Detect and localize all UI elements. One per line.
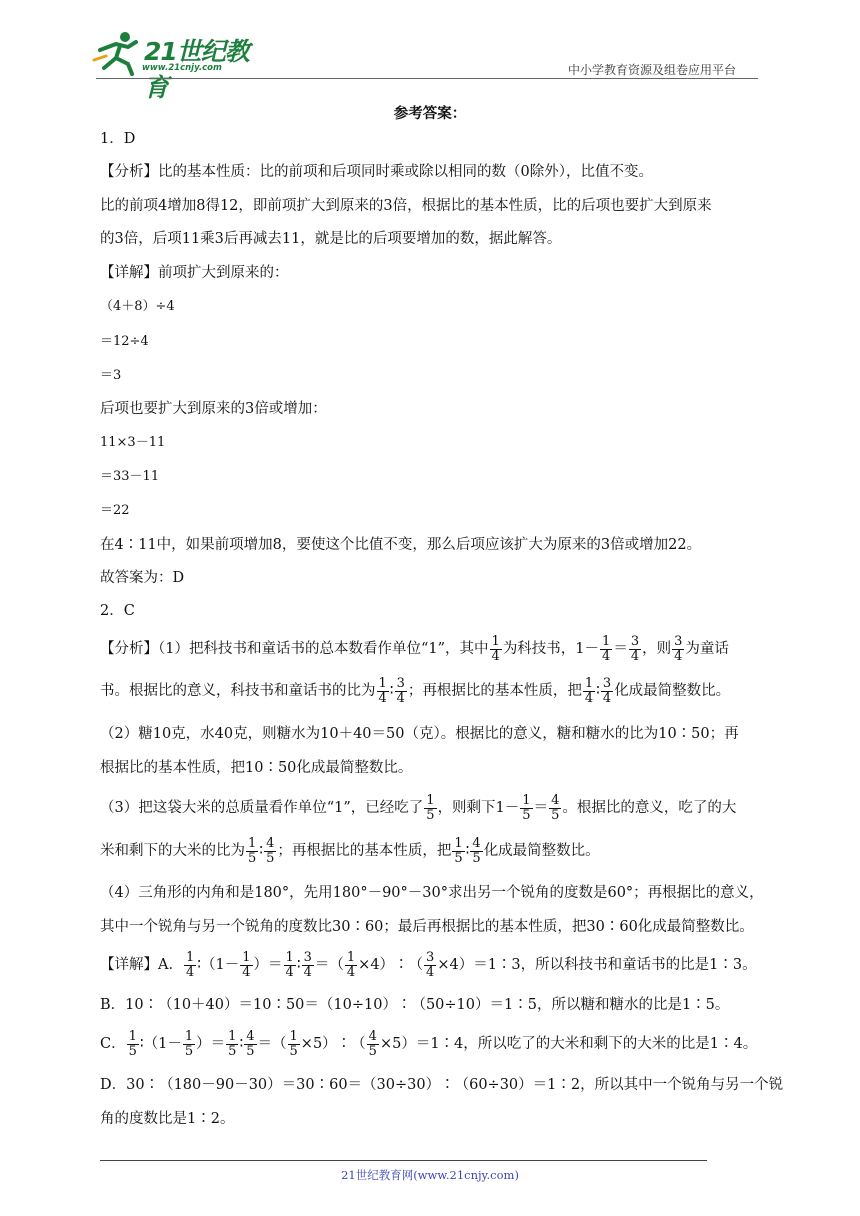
denominator: 4 bbox=[602, 648, 611, 664]
fraction bbox=[601, 677, 613, 706]
fraction bbox=[244, 1030, 256, 1059]
text-span: ∶ bbox=[259, 843, 264, 859]
fraction bbox=[183, 1030, 195, 1059]
text-span: ×5）∶（ bbox=[300, 1036, 366, 1052]
numerator: 3 bbox=[602, 675, 612, 691]
text-span: 【分析】（1）把科技书和童话书的总本数看作单位“1”，其中 bbox=[100, 641, 489, 657]
numerator: 3 bbox=[303, 949, 312, 965]
denominator: 4 bbox=[630, 648, 640, 664]
q1-conclusion: 在4∶11中，如果前项增加8，要使这个比值不变，那么后项应该扩大为原来的3倍或增加22。 bbox=[100, 537, 702, 553]
numerator: 3 bbox=[426, 949, 435, 965]
q1-calc-1: （4＋8）÷4 bbox=[100, 299, 175, 314]
numerator: 1 bbox=[584, 675, 594, 691]
q1-calc-6: ＝22 bbox=[100, 503, 130, 518]
text-span: ＝ bbox=[613, 641, 628, 657]
denominator: 5 bbox=[128, 1043, 137, 1059]
q2-analysis-part4-line1: （4）三角形的内角和是180°，先用180°－90°－30°求出另一个锐角的度数是60°；再根据比的意义， bbox=[100, 885, 764, 901]
text-span: 化成最简整数比。 bbox=[483, 843, 600, 859]
q2-analysis-part2-line1: （2）糖10克，水40克，则糖水为10＋40＝50（克）。根据比的意义，糖和糖水的比为10∶50；再 bbox=[100, 726, 739, 742]
denominator: 4 bbox=[378, 690, 387, 706]
numerator: 1 bbox=[184, 1028, 194, 1044]
q1-calc-3: ＝3 bbox=[100, 368, 122, 383]
text-span: ）＝ bbox=[196, 1036, 226, 1052]
text-span: ×4）＝1∶3，所以科技书和童话书的比是1∶3。 bbox=[437, 957, 757, 973]
denominator: 5 bbox=[248, 850, 257, 866]
denominator: 5 bbox=[454, 850, 463, 866]
q1-answer: 1．D bbox=[100, 131, 136, 147]
text-span: ∶ bbox=[239, 1036, 244, 1052]
denominator: 5 bbox=[368, 1043, 377, 1059]
denominator: 5 bbox=[246, 1043, 255, 1059]
denominator: 5 bbox=[289, 1043, 298, 1059]
text-span: ＝（ bbox=[314, 957, 344, 973]
q2-detail-d-line2: 角的度数比是1∶2。 bbox=[100, 1111, 235, 1127]
denominator: 4 bbox=[285, 964, 294, 980]
text-span: 为童话 bbox=[685, 641, 729, 657]
q2-detail-d-line1: D．30∶（180－90－30）＝30∶60＝（30÷30）∶（60÷30）＝1∶2，所以其中一个锐角与另一个锐 bbox=[100, 1077, 784, 1093]
text-span: 【详解】A． bbox=[100, 957, 183, 973]
numerator: 1 bbox=[248, 835, 257, 851]
text-span: 化成最简整数比。 bbox=[614, 683, 731, 699]
numerator: 1 bbox=[426, 792, 435, 808]
text-span: ，则剩下1－ bbox=[437, 800, 520, 816]
numerator: 1 bbox=[228, 1028, 237, 1044]
page-header bbox=[0, 0, 860, 102]
denominator: 4 bbox=[602, 690, 612, 706]
denominator: 5 bbox=[551, 807, 560, 823]
numerator: 1 bbox=[378, 675, 387, 691]
fraction bbox=[424, 794, 436, 823]
denominator: 4 bbox=[491, 648, 500, 664]
fraction bbox=[288, 1030, 300, 1059]
fraction bbox=[672, 635, 684, 664]
fraction bbox=[600, 635, 612, 664]
numerator: 1 bbox=[491, 633, 500, 649]
fraction bbox=[302, 951, 314, 980]
q1-mid-text: 后项也要扩大到原来的3倍或增加： bbox=[100, 401, 327, 417]
text-span: （3）把这袋大米的总质量看作单位“1”，已经吃了 bbox=[100, 800, 424, 816]
text-span: ∶ bbox=[389, 683, 394, 699]
denominator: 4 bbox=[426, 964, 435, 980]
fraction bbox=[226, 1030, 238, 1059]
numerator: 4 bbox=[266, 835, 275, 851]
fraction bbox=[452, 837, 464, 866]
q2-analysis-part4-line2: 其中一个锐角与另一个锐角的度数比30∶60；最后再根据比的基本性质，把30∶60化成最简整数比。 bbox=[100, 919, 754, 935]
denominator: 5 bbox=[266, 850, 275, 866]
q1-calc-5: ＝33－11 bbox=[100, 469, 160, 484]
q1-calc-2: ＝12÷4 bbox=[100, 334, 149, 349]
text-span: ＝ bbox=[533, 800, 549, 816]
fraction bbox=[583, 677, 595, 706]
fraction bbox=[377, 677, 389, 706]
numerator: 3 bbox=[396, 675, 405, 691]
fraction bbox=[367, 1030, 379, 1059]
text-span: ∶ bbox=[465, 843, 470, 859]
numerator: 1 bbox=[285, 949, 294, 965]
text-span: ×5）＝1∶4，所以吃了的大米和剩下的大米的比是1∶4。 bbox=[379, 1036, 758, 1052]
denominator: 5 bbox=[522, 807, 531, 823]
q2-detail-b: B．10∶（10＋40）＝10∶50＝（10÷10）∶（50÷10）＝1∶5，所以糖和糖水的比是1∶5。 bbox=[100, 997, 730, 1013]
numerator: 1 bbox=[242, 949, 251, 965]
logo-text: 21世纪教育 bbox=[144, 37, 249, 102]
text-span: 米和剩下的大米的比为 bbox=[100, 843, 245, 859]
fraction bbox=[284, 951, 296, 980]
numerator: 1 bbox=[289, 1028, 298, 1044]
denominator: 5 bbox=[472, 850, 481, 866]
numerator: 3 bbox=[630, 633, 640, 649]
text-span: ）＝ bbox=[253, 957, 283, 973]
numerator: 1 bbox=[454, 835, 463, 851]
header-platform-text: 中小学教育资源及组卷应用平台 bbox=[568, 63, 737, 77]
text-span: C． bbox=[100, 1036, 126, 1052]
q2-detail-a bbox=[100, 950, 757, 980]
denominator: 5 bbox=[184, 1043, 194, 1059]
numerator: 4 bbox=[368, 1028, 377, 1044]
text-span: ∶（1－ bbox=[139, 1036, 182, 1052]
q1-final: 故答案为：D bbox=[100, 570, 185, 586]
q2-detail-c bbox=[100, 1029, 757, 1059]
fraction bbox=[520, 794, 532, 823]
numerator: 3 bbox=[674, 633, 683, 649]
numerator: 4 bbox=[246, 1028, 255, 1044]
fraction bbox=[345, 951, 357, 980]
text-span: 。根据比的意义，吃了的大 bbox=[562, 800, 737, 816]
fraction bbox=[395, 677, 407, 706]
text-span: 为科技书，1－ bbox=[502, 641, 600, 657]
fraction bbox=[246, 837, 258, 866]
q1-detail: 【详解】前项扩大到原来的： bbox=[100, 265, 289, 281]
q2-analysis-part2-line2: 根据比的基本性质，把10∶50化成最简整数比。 bbox=[100, 760, 413, 776]
denominator: 4 bbox=[346, 964, 356, 980]
denominator: 4 bbox=[674, 648, 683, 664]
page-title: 参考答案： bbox=[393, 105, 467, 122]
q1-analysis-line3: 的3倍，后项11乘3后再减去11，就是比的后项要增加的数，据此解答。 bbox=[100, 231, 562, 247]
text-span: 书。根据比的意义，科技书和童话书的比为 bbox=[100, 683, 376, 699]
numerator: 4 bbox=[551, 792, 560, 808]
header-divider bbox=[96, 78, 758, 79]
fraction bbox=[424, 951, 436, 980]
fraction bbox=[240, 951, 252, 980]
q1-analysis-line2: 比的前项4增加8得12，即前项扩大到原来的3倍，根据比的基本性质，比的后项也要扩大到原来 bbox=[100, 198, 712, 214]
q2-analysis-part1-line1 bbox=[100, 634, 729, 664]
logo bbox=[92, 30, 262, 102]
denominator: 4 bbox=[242, 964, 251, 980]
q2-answer: 2．C bbox=[100, 603, 135, 619]
text-span: ；再根据比的基本性质，把 bbox=[277, 843, 452, 859]
q2-analysis-part3-line2 bbox=[100, 836, 600, 866]
numerator: 1 bbox=[522, 792, 531, 808]
numerator: 1 bbox=[602, 633, 611, 649]
q1-calc-4: 11×3－11 bbox=[100, 435, 166, 450]
denominator: 5 bbox=[228, 1043, 237, 1059]
text-span: ×4）∶（ bbox=[358, 957, 424, 973]
denominator: 5 bbox=[426, 807, 435, 823]
numerator: 1 bbox=[185, 949, 195, 965]
q1-analysis: 【分析】比的基本性质：比的前项和后项同时乘或除以相同的数（0除外），比值不变。 bbox=[100, 164, 653, 180]
q2-analysis-part3-line1 bbox=[100, 793, 736, 823]
footer-divider bbox=[100, 1160, 707, 1161]
denominator: 4 bbox=[185, 964, 195, 980]
numerator: 1 bbox=[346, 949, 356, 965]
q2-analysis-part1-line2 bbox=[100, 676, 730, 706]
text-span: ∶ bbox=[596, 683, 600, 699]
numerator: 1 bbox=[128, 1028, 137, 1044]
numerator: 4 bbox=[472, 835, 481, 851]
text-span: ，则 bbox=[642, 641, 672, 657]
fraction bbox=[184, 951, 196, 980]
logo-url: www.21cnjy.com bbox=[142, 63, 222, 73]
denominator: 4 bbox=[396, 690, 405, 706]
text-span: ＝（ bbox=[257, 1036, 287, 1052]
denominator: 4 bbox=[584, 690, 594, 706]
text-span: ∶ bbox=[296, 957, 301, 973]
fraction bbox=[127, 1030, 139, 1059]
denominator: 4 bbox=[303, 964, 312, 980]
page-footer: 21世纪教育网(www.21cnjy.com) bbox=[341, 1168, 519, 1182]
text-span: ；再根据比的基本性质，把 bbox=[407, 683, 582, 699]
fraction bbox=[490, 635, 502, 664]
fraction bbox=[264, 837, 276, 866]
fraction bbox=[549, 794, 561, 823]
fraction bbox=[629, 635, 641, 664]
runner-logo-icon bbox=[92, 30, 144, 76]
text-span: ∶（1－ bbox=[197, 957, 240, 973]
fraction bbox=[470, 837, 482, 866]
